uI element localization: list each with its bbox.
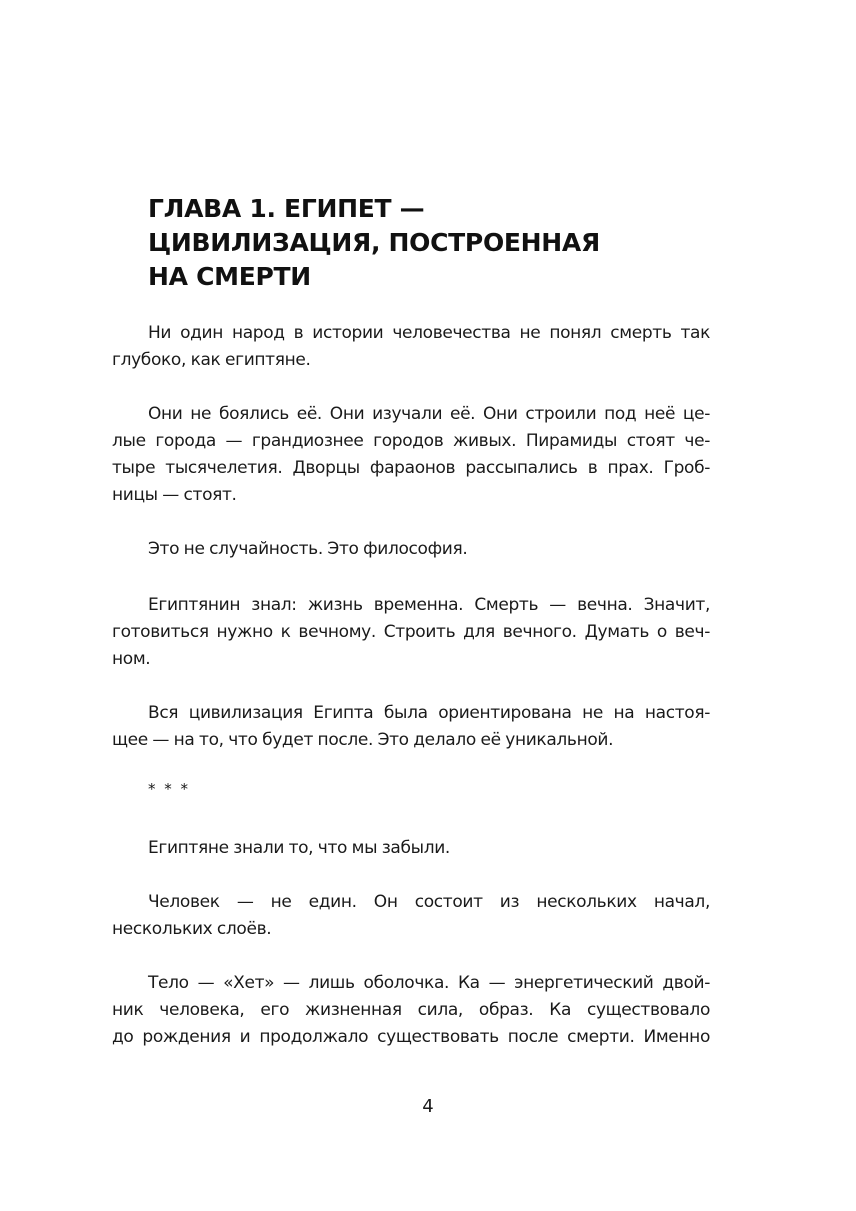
paragraph xyxy=(112,592,710,673)
text-line: ницы — стоят. xyxy=(112,485,237,505)
chapter-title-line: НА СМЕРТИ xyxy=(148,262,311,291)
text-line: ник человека, его жизненная сила, образ. Ка существовало xyxy=(112,1000,710,1020)
paragraph xyxy=(112,320,710,374)
text-line: нескольких слоёв. xyxy=(112,919,272,939)
paragraph xyxy=(112,970,710,1051)
text-line: Ни один народ в истории человечества не понял смерть так xyxy=(148,323,710,343)
paragraph xyxy=(112,401,710,509)
text-line: Египтянин знал: жизнь временна. Смерть — вечна. Значит, xyxy=(148,595,710,615)
text-line: Человек — не един. Он состоит из нескольких начал, xyxy=(148,892,710,912)
text-line: тыре тысячелетия. Дворцы фараонов рассыпались в прах. Гроб- xyxy=(112,458,710,478)
paragraph xyxy=(112,889,710,943)
text-line: лые города — грандиознее городов живых. Пирамиды стоят че- xyxy=(112,431,710,451)
text-line: ном. xyxy=(112,649,151,669)
text-line: Египтяне знали то, что мы забыли. xyxy=(148,838,450,858)
section-separator: * * * xyxy=(148,780,191,798)
text-line: Это не случайность. Это философия. xyxy=(148,539,468,559)
chapter-title-line: ЦИВИЛИЗАЦИЯ, ПОСТРОЕННАЯ xyxy=(148,228,600,257)
text-line: до рождения и продолжало существовать после смерти. Именно xyxy=(112,1027,710,1047)
paragraph xyxy=(112,835,710,862)
page-number: 4 xyxy=(422,1096,434,1117)
chapter-title-line: ГЛАВА 1. ЕГИПЕТ — xyxy=(148,194,425,223)
text-line: Они не боялись её. Они изучали её. Они строили под неё це- xyxy=(148,404,710,424)
text-line: Тело — «Хет» — лишь оболочка. Ка — энергетический двой- xyxy=(148,973,710,993)
paragraph xyxy=(112,700,710,754)
chapter-title xyxy=(148,192,748,294)
paragraph xyxy=(112,536,710,563)
text-line: глубоко, как египтяне. xyxy=(112,350,311,370)
text-line: Вся цивилизация Египта была ориентирована не на настоя- xyxy=(148,703,710,723)
text-line: готовиться нужно к вечному. Строить для вечного. Думать о веч- xyxy=(112,622,710,642)
text-line: щее — на то, что будет после. Это делало её уникальной. xyxy=(112,730,614,750)
